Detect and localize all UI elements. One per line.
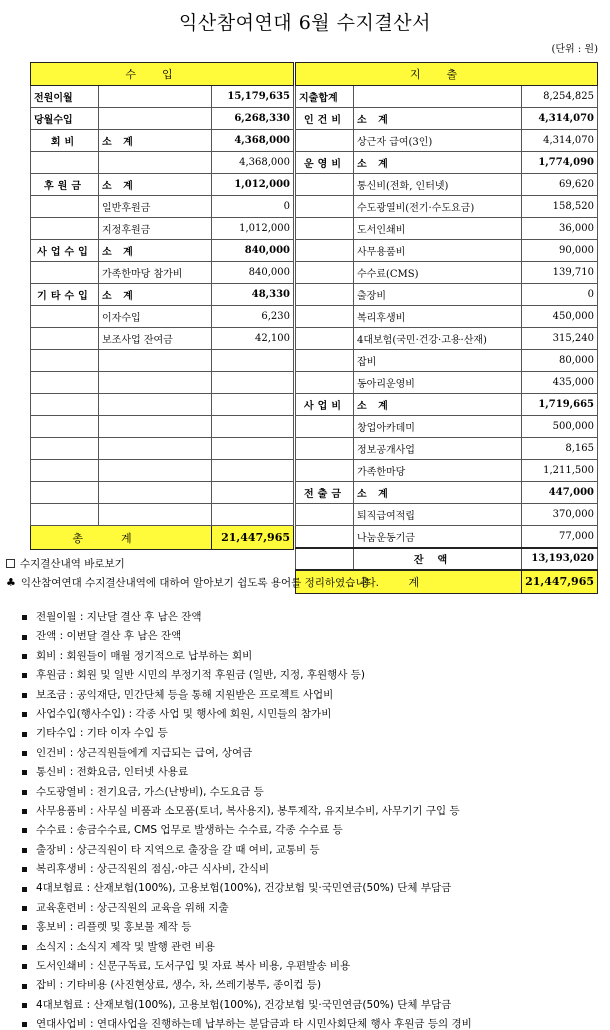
- income-category-cell: 후원금: [31, 174, 99, 196]
- expense-item-cell: 4대보험(국민·건강·고용·산재): [354, 328, 522, 350]
- income-amount-cell: [212, 394, 294, 416]
- income-category-cell: [31, 262, 99, 284]
- expense-row: [296, 438, 598, 460]
- income-category-cell: [31, 416, 99, 438]
- list-item: [22, 744, 606, 763]
- square-bullet-icon: [22, 867, 27, 872]
- expense-item-cell: [354, 86, 522, 108]
- income-row: [31, 416, 294, 438]
- income-category-cell: 당월수입: [31, 108, 99, 130]
- glossary-item-text: 잔액 : 이번달 결산 후 남은 잔액: [36, 630, 182, 643]
- expense-category-cell: [296, 416, 354, 438]
- income-row: [31, 504, 294, 526]
- income-row: [31, 306, 294, 328]
- list-item: [22, 724, 606, 743]
- expense-row: [296, 240, 598, 262]
- income-category-cell: [31, 196, 99, 218]
- square-bullet-icon: [22, 1022, 27, 1027]
- balance-value: 13,193,020: [522, 548, 598, 570]
- expense-item-cell: 소 계: [354, 394, 522, 416]
- list-item: [22, 879, 606, 898]
- expense-item-cell: 수도광열비(전기·수도요금): [354, 196, 522, 218]
- expense-item-cell: 창업아카데미: [354, 416, 522, 438]
- income-row: [31, 152, 294, 174]
- expense-amount-cell: 0: [522, 284, 598, 306]
- income-category-cell: 기타수입: [31, 284, 99, 306]
- expense-category-cell: 운영비: [296, 152, 354, 174]
- glossary: [6, 556, 606, 1030]
- square-bullet-icon: [22, 615, 27, 620]
- income-amount-cell: [212, 504, 294, 526]
- expense-category-cell: 전출금: [296, 482, 354, 504]
- income-row: [31, 350, 294, 372]
- square-bullet-icon: [22, 635, 27, 640]
- list-item: [22, 763, 606, 782]
- page-title: 익산참여연대 6월 수지결산서: [179, 12, 431, 34]
- income-amount-cell: 4,368,000: [212, 130, 294, 152]
- income-row: [31, 196, 294, 218]
- expense-row: [296, 350, 598, 372]
- income-amount-cell: 1,012,000: [212, 174, 294, 196]
- square-bullet-icon: [22, 984, 27, 989]
- list-item: [22, 841, 606, 860]
- expense-amount-cell: 1,211,500: [522, 460, 598, 482]
- expense-amount-cell: 1,719,665: [522, 394, 598, 416]
- square-bullet-icon: [22, 964, 27, 969]
- glossary-item-text: 사무용품비 : 사무실 비품과 소모품(토너, 복사용지), 봉투제작, 유지보수비, 사무기기 구입 등: [36, 804, 460, 817]
- income-item-cell: [99, 152, 212, 174]
- expense-category-cell: [296, 438, 354, 460]
- list-item: [22, 686, 606, 705]
- income-item-cell: 소 계: [99, 240, 212, 262]
- expense-amount-cell: 8,165: [522, 438, 598, 460]
- income-table: [30, 62, 294, 550]
- income-row: [31, 130, 294, 152]
- expense-row: [296, 460, 598, 482]
- expense-category-cell: [296, 328, 354, 350]
- expense-category-cell: [296, 174, 354, 196]
- expense-row: [296, 262, 598, 284]
- income-item-cell: 이자수입: [99, 306, 212, 328]
- expense-amount-cell: 139,710: [522, 262, 598, 284]
- income-row: [31, 482, 294, 504]
- glossary-item-text: 연대사업비 : 연대사업을 진행하는데 납부하는 분담금과 타 시민사회단체 행사 후원금 등의 경비: [36, 1018, 472, 1030]
- expense-category-cell: [296, 504, 354, 526]
- expense-row: [296, 526, 598, 548]
- income-item-cell: [99, 350, 212, 372]
- expense-category-cell: [296, 240, 354, 262]
- expense-category-cell: [296, 218, 354, 240]
- expense-item-cell: 출장비: [354, 284, 522, 306]
- income-amount-cell: [212, 416, 294, 438]
- income-row: [31, 438, 294, 460]
- expense-amount-cell: 90,000: [522, 240, 598, 262]
- expense-row: [296, 504, 598, 526]
- square-bullet-icon: [22, 712, 27, 717]
- expense-row: [296, 130, 598, 152]
- income-category-cell: [31, 438, 99, 460]
- expense-category-cell: [296, 372, 354, 394]
- glossary-item-text: 잡비 : 기타비용 (사진현상료, 생수, 차, 쓰레기봉투, 종이컵 등): [36, 979, 322, 992]
- income-amount-cell: 15,179,635: [212, 86, 294, 108]
- income-row: [31, 262, 294, 284]
- square-bullet-icon: [22, 654, 27, 659]
- income-amount-cell: 48,330: [212, 284, 294, 306]
- income-row: [31, 372, 294, 394]
- expense-category-cell: [296, 460, 354, 482]
- list-item: [22, 802, 606, 821]
- square-bullet-icon: [22, 945, 27, 950]
- income-row: [31, 394, 294, 416]
- expense-category-cell: [296, 526, 354, 548]
- expense-item-cell: 동아리운영비: [354, 372, 522, 394]
- expense-category-cell: [296, 306, 354, 328]
- square-bullet-icon: [22, 1003, 27, 1008]
- income-category-cell: [31, 350, 99, 372]
- list-item: [22, 976, 606, 995]
- expense-amount-cell: 4,314,070: [522, 108, 598, 130]
- square-bullet-icon: [22, 770, 27, 775]
- expense-amount-cell: 8,254,825: [522, 86, 598, 108]
- glossary-item-text: 기타수입 : 기타 이자 수입 등: [36, 727, 168, 740]
- income-item-cell: [99, 438, 212, 460]
- expense-row: [296, 328, 598, 350]
- balance-label: 잔액: [354, 548, 522, 570]
- income-amount-cell: 0: [212, 196, 294, 218]
- expense-table: [295, 62, 598, 594]
- income-row: [31, 328, 294, 350]
- expense-item-cell: 가족한마당: [354, 460, 522, 482]
- list-item: [22, 938, 606, 957]
- expense-category-cell: [296, 196, 354, 218]
- income-side: [30, 62, 293, 550]
- expense-amount-cell: 435,000: [522, 372, 598, 394]
- income-amount-cell: 840,000: [212, 240, 294, 262]
- expense-item-cell: 정보공개사업: [354, 438, 522, 460]
- income-row: [31, 284, 294, 306]
- income-row: [31, 460, 294, 482]
- glossary-item-text: 보조금 : 공익재단, 민간단체 등을 통해 지원받은 프로젝트 사업비: [36, 688, 334, 701]
- income-amount-cell: 840,000: [212, 262, 294, 284]
- expense-amount-cell: 315,240: [522, 328, 598, 350]
- list-item: [22, 957, 606, 976]
- square-bullet-icon: [22, 751, 27, 756]
- expense-item-cell: 소 계: [354, 482, 522, 504]
- glossary-item-text: 출장비 : 상근직원이 타 지역으로 출장을 갈 때 여비, 교통비 등: [36, 843, 320, 856]
- expense-item-cell: 상근자 급여(3인): [354, 130, 522, 152]
- income-item-cell: 일반후원금: [99, 196, 212, 218]
- expense-item-cell: 통신비(전화, 인터넷): [354, 174, 522, 196]
- expense-amount-cell: 80,000: [522, 350, 598, 372]
- square-bullet-icon: [22, 732, 27, 737]
- glossary-item-text: 교육훈련비 : 상근직원의 교육을 위해 지출: [36, 901, 229, 914]
- glossary-item-text: 인건비 : 상근직원들에게 지급되는 급여, 상여금: [36, 746, 253, 759]
- expense-item-cell: 잡비: [354, 350, 522, 372]
- income-item-cell: 소 계: [99, 130, 212, 152]
- glossary-item-text: 수도광열비 : 전기요금, 가스(난방비), 수도요금 등: [36, 785, 264, 798]
- expense-amount-cell: 4,314,070: [522, 130, 598, 152]
- list-item: [22, 821, 606, 840]
- expense-category-cell: [296, 262, 354, 284]
- income-category-cell: [31, 482, 99, 504]
- income-category-cell: [31, 218, 99, 240]
- square-bullet-icon: [22, 828, 27, 833]
- income-category-cell: [31, 328, 99, 350]
- list-item: [22, 627, 606, 646]
- expense-item-cell: 나눔운동기금: [354, 526, 522, 548]
- income-category-cell: [31, 504, 99, 526]
- income-amount-cell: 4,368,000: [212, 152, 294, 174]
- expense-row: [296, 284, 598, 306]
- expense-category-cell: [296, 284, 354, 306]
- income-item-cell: [99, 108, 212, 130]
- income-item-cell: [99, 86, 212, 108]
- expense-row: [296, 306, 598, 328]
- income-item-cell: 보조사업 잔여금: [99, 328, 212, 350]
- glossary-intro-text: 익산참여연대 수지결산내역에 대하여 알아보기 쉽도록 용어를 정리하였습니다.: [20, 577, 379, 589]
- expense-row: [296, 482, 598, 504]
- list-item: [22, 899, 606, 918]
- glossary-item-text: 복리후생비 : 상근직원의 점심,·야근 식사비, 간식비: [36, 863, 270, 876]
- income-category-cell: [31, 152, 99, 174]
- income-header: 수입: [31, 63, 294, 86]
- income-category-cell: [31, 460, 99, 482]
- expense-row: [296, 416, 598, 438]
- square-bullet-icon: [22, 848, 27, 853]
- glossary-item-text: 사업수입(행사수입) : 각종 사업 및 행사에 회원, 시민들의 참가비: [36, 707, 332, 720]
- income-item-cell: [99, 482, 212, 504]
- expense-category-cell: 지출합계: [296, 86, 354, 108]
- income-item-cell: 가족한마당 참가비: [99, 262, 212, 284]
- income-amount-cell: [212, 438, 294, 460]
- expense-category-cell: [296, 350, 354, 372]
- expense-item-cell: 퇴직급여적립: [354, 504, 522, 526]
- income-amount-cell: [212, 372, 294, 394]
- income-category-cell: [31, 372, 99, 394]
- income-amount-cell: 6,268,330: [212, 108, 294, 130]
- square-bullet-icon: [22, 925, 27, 930]
- income-category-cell: 회비: [31, 130, 99, 152]
- list-item: [22, 783, 606, 802]
- glossary-intro: [6, 575, 606, 590]
- glossary-item-text: 도서인쇄비 : 신문구독료, 도서구입 및 자료 복사 비용, 우편발송 비용: [36, 960, 351, 973]
- list-item: [22, 860, 606, 879]
- glossary-item-text: 통신비 : 전화요금, 인터넷 사용료: [36, 766, 189, 779]
- expense-row: [296, 196, 598, 218]
- income-item-cell: [99, 504, 212, 526]
- square-bullet-icon: [22, 790, 27, 795]
- glossary-heading-text: 수지결산내역 바로보기: [20, 558, 125, 570]
- square-bullet-icon: [22, 887, 27, 892]
- unit-label: (단위 : 원): [551, 44, 598, 55]
- income-item-cell: 소 계: [99, 174, 212, 196]
- list-item: [22, 705, 606, 724]
- expense-total-value: 21,447,965: [522, 570, 598, 594]
- expense-amount-cell: 36,000: [522, 218, 598, 240]
- expense-row: [296, 86, 598, 108]
- expense-category-cell: 사업비: [296, 394, 354, 416]
- expense-amount-cell: 447,000: [522, 482, 598, 504]
- list-item: [22, 996, 606, 1015]
- list-item: [22, 666, 606, 685]
- income-row: [31, 218, 294, 240]
- income-total-value: 21,447,965: [212, 526, 294, 550]
- expense-row: [296, 152, 598, 174]
- expense-row: [296, 394, 598, 416]
- list-item: [22, 647, 606, 666]
- income-amount-cell: [212, 350, 294, 372]
- income-row: [31, 174, 294, 196]
- glossary-item-text: 4대보험료 : 산재보험(100%), 고용보험(100%), 건강보험 및·국민연금(50%) 단체 부담금: [36, 882, 452, 895]
- income-item-cell: [99, 416, 212, 438]
- glossary-item-text: 전월이월 : 지난달 결산 후 남은 잔액: [36, 611, 202, 623]
- income-item-cell: [99, 372, 212, 394]
- expense-amount-cell: 500,000: [522, 416, 598, 438]
- income-amount-cell: 42,100: [212, 328, 294, 350]
- square-bullet-icon: [22, 809, 27, 814]
- expense-row: [296, 108, 598, 130]
- glossary-item-text: 후원금 : 회원 및 일반 시민의 부정기적 후원금 (일반, 지정, 후원행사 등): [36, 669, 365, 682]
- income-row: [31, 108, 294, 130]
- glossary-item-text: 회비 : 회원들이 매월 정기적으로 납부하는 회비: [36, 649, 253, 662]
- expense-row: [296, 218, 598, 240]
- income-category-cell: 사업수입: [31, 240, 99, 262]
- expense-row: [296, 174, 598, 196]
- income-amount-cell: [212, 460, 294, 482]
- income-item-cell: 지정후원금: [99, 218, 212, 240]
- expense-total-label: 총계: [296, 570, 522, 594]
- square-bullet-icon: [22, 906, 27, 911]
- glossary-heading: [6, 556, 606, 571]
- club-suit-icon: ♣: [6, 576, 16, 589]
- income-total-label: 총계: [31, 526, 212, 550]
- square-bullet-icon: [22, 673, 27, 678]
- glossary-item-text: 홍보비 : 리플렛 및 홍보물 제작 등: [36, 921, 192, 934]
- income-amount-cell: [212, 482, 294, 504]
- expense-item-cell: 도서인쇄비: [354, 218, 522, 240]
- expense-item-cell: 수수료(CMS): [354, 262, 522, 284]
- glossary-list: [6, 608, 606, 1030]
- expense-item-cell: 소 계: [354, 152, 522, 174]
- expense-item-cell: 사무용품비: [354, 240, 522, 262]
- expense-item-cell: 복리후생비: [354, 306, 522, 328]
- list-item: [22, 1015, 606, 1030]
- income-category-cell: 전원이월: [31, 86, 99, 108]
- list-item: [22, 608, 606, 627]
- glossary-item-text: 4대보험료 : 산재보험(100%), 고용보험(100%), 건강보험 및·국민연금(50%) 단체 부담금: [36, 998, 452, 1011]
- square-bullet-icon: [22, 693, 27, 698]
- income-category-cell: [31, 394, 99, 416]
- expense-side: [295, 62, 597, 594]
- checkbox-square-icon: [6, 559, 15, 568]
- income-item-cell: [99, 460, 212, 482]
- income-category-cell: [31, 306, 99, 328]
- expense-amount-cell: 370,000: [522, 504, 598, 526]
- glossary-item-text: 수수료 : 송금수수료, CMS 업무로 발생하는 수수료, 각종 수수료 등: [36, 824, 343, 837]
- expense-amount-cell: 1,774,090: [522, 152, 598, 174]
- income-row: [31, 86, 294, 108]
- expense-amount-cell: 450,000: [522, 306, 598, 328]
- income-amount-cell: 1,012,000: [212, 218, 294, 240]
- expense-category-cell: [296, 130, 354, 152]
- expense-amount-cell: 158,520: [522, 196, 598, 218]
- income-amount-cell: 6,230: [212, 306, 294, 328]
- expense-amount-cell: 77,000: [522, 526, 598, 548]
- glossary-item-text: 소식지 : 소식지 제작 및 발행 관련 비용: [36, 940, 216, 953]
- income-item-cell: [99, 394, 212, 416]
- expense-header: 지출: [296, 63, 598, 86]
- expense-row: [296, 372, 598, 394]
- list-item: [22, 918, 606, 937]
- expense-category-cell: 인건비: [296, 108, 354, 130]
- expense-item-cell: 소 계: [354, 108, 522, 130]
- income-row: [31, 240, 294, 262]
- income-total-row: [31, 526, 294, 550]
- income-item-cell: 소 계: [99, 284, 212, 306]
- expense-amount-cell: 69,620: [522, 174, 598, 196]
